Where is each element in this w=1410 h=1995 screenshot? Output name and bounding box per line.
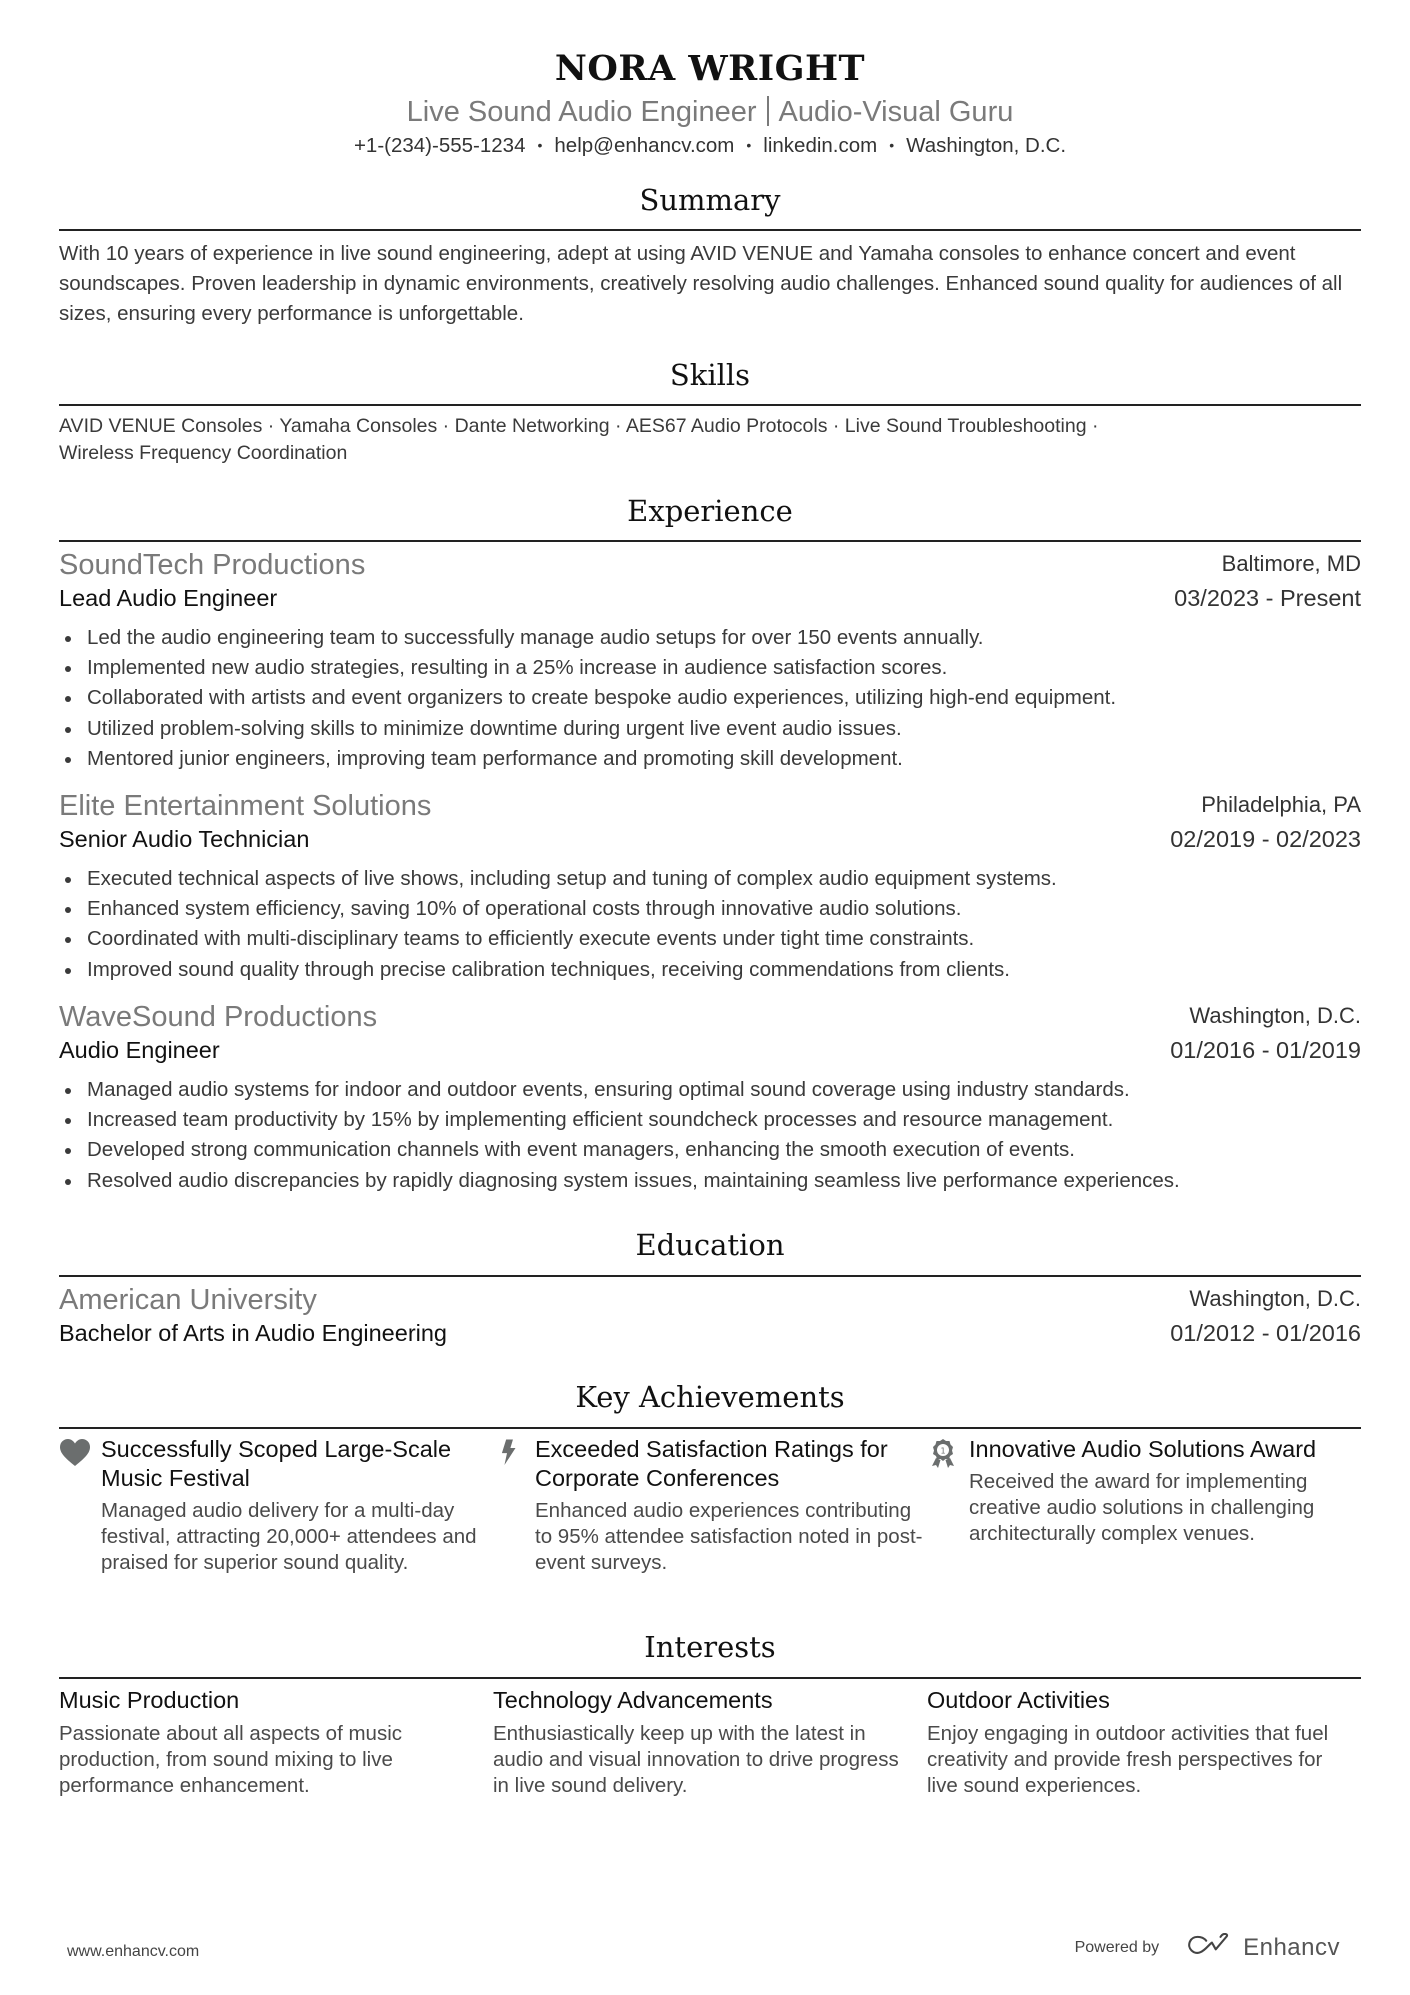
- skills-list: [59, 413, 1361, 467]
- section-title-skills: Skills: [669, 358, 751, 392]
- separator-dot: •: [746, 137, 752, 153]
- bullet-item: Mentored junior engineers, improving team performance and promoting skill development.: [59, 744, 1361, 774]
- job-bullets: [59, 864, 1361, 985]
- interests-grid: [59, 1685, 1361, 1799]
- achievement-item: [59, 1435, 493, 1576]
- school-location: Washington, D.C.: [1189, 1286, 1361, 1311]
- brand-name: Enhancv: [1243, 1934, 1340, 1961]
- section-divider: [59, 229, 1361, 231]
- enhancv-logo-icon[interactable]: [1187, 1933, 1233, 1963]
- section-divider: [59, 540, 1361, 542]
- heart-icon: [59, 1437, 91, 1469]
- job-dates: 01/2016 - 01/2019: [1170, 1037, 1361, 1063]
- interest-title: Outdoor Activities: [927, 1687, 1110, 1713]
- job-dates: 03/2023 - Present: [1174, 585, 1361, 611]
- section-divider: [59, 1677, 1361, 1679]
- interest-description: Enthusiastically keep up with the latest in audio and visual innovation to drive progress in live sound delivery.: [493, 1722, 899, 1797]
- section-divider: [59, 1275, 1361, 1277]
- achievement-title: Exceeded Satisfaction Ratings for Corporate Conferences: [535, 1436, 888, 1491]
- bullet-item: Developed strong communication channels with event managers, enhancing the smooth execution of events.: [59, 1135, 1361, 1165]
- achievement-item: [927, 1435, 1361, 1576]
- bullet-item: Managed audio systems for indoor and outdoor events, ensuring optimal sound coverage using industry standards.: [59, 1075, 1361, 1105]
- achievement-title: Successfully Scoped Large-Scale Music Festival: [101, 1436, 452, 1491]
- interest-description: Enjoy engaging in outdoor activities that fuel creativity and provide fresh perspectives for live sound experiences.: [927, 1722, 1329, 1797]
- bullet-item: Enhanced system efficiency, saving 10% of operational costs through innovative audio solutions.: [59, 894, 1361, 924]
- bullet-item: Increased team productivity by 15% by implementing efficient soundcheck processes and resource management.: [59, 1105, 1361, 1135]
- bullet-item: Utilized problem-solving skills to minimize downtime during urgent live event audio issues.: [59, 714, 1361, 744]
- headline-part-2: Audio-Visual Guru: [778, 96, 1014, 128]
- contact-email[interactable]: help@enhancv.com: [554, 134, 735, 157]
- section-title-summary: Summary: [639, 183, 781, 217]
- separator-dot: •: [537, 137, 543, 153]
- headline-divider: [767, 96, 769, 126]
- achievement-description: Enhanced audio experiences contributing to 95% attendee satisfaction noted in post-event surveys.: [535, 1499, 923, 1574]
- separator-dot: •: [889, 137, 895, 153]
- section-title-achievements: Key Achievements: [575, 1380, 845, 1414]
- contact-linkedin[interactable]: linkedin.com: [763, 134, 878, 157]
- experience-entry: [59, 549, 1361, 774]
- bullet-item: Led the audio engineering team to successfully manage audio setups for over 150 events annually.: [59, 623, 1361, 653]
- achievement-description: Managed audio delivery for a multi-day festival, attracting 20,000+ attendees and praised for superior sound quality.: [101, 1499, 477, 1574]
- job-location: Philadelphia, PA: [1201, 792, 1361, 817]
- bullet-item: Executed technical aspects of live shows, including setup and tuning of complex audio equipment systems.: [59, 864, 1361, 894]
- footer-branding: [1075, 1933, 1340, 1963]
- bullet-item: Coordinated with multi-disciplinary teams to efficiently execute events under tight time constraints.: [59, 924, 1361, 954]
- bullet-item: Improved sound quality through precise calibration techniques, receiving commendations from clients.: [59, 955, 1361, 985]
- skills-line-2: Wireless Frequency Coordination: [59, 442, 348, 464]
- skills-line-1: AVID VENUE Consoles · Yamaha Consoles · Dante Networking · AES67 Audio Protocols · Live Sound Troubleshooting ·: [59, 415, 1099, 437]
- experience-entry: [59, 1001, 1361, 1196]
- bullet-item: Collaborated with artists and event organizers to create bespoke audio experiences, utilizing high-end equipment.: [59, 683, 1361, 713]
- interest-title: Music Production: [59, 1687, 240, 1713]
- job-title: Lead Audio Engineer: [59, 585, 278, 611]
- job-bullets: [59, 623, 1361, 774]
- bullet-item: Resolved audio discrepancies by rapidly diagnosing system issues, maintaining seamless live performance experiences.: [59, 1166, 1361, 1196]
- job-location: Baltimore, MD: [1221, 551, 1361, 576]
- contact-line: [59, 134, 1361, 158]
- company-name: WaveSound Productions: [59, 1001, 378, 1033]
- section-title-interests: Interests: [644, 1630, 776, 1664]
- contact-phone: +1-(234)-555-1234: [353, 134, 526, 157]
- section-title-education: Education: [635, 1228, 785, 1262]
- summary-text: With 10 years of experience in live sound engineering, adept at using AVID VENUE and Yamaha consoles to enhance concert and event soundscapes. Proven leadership in dynamic environments, creatively resolving audio challenges. Enhanced sound quality for audiences of all sizes, ensuring every performance is unforgettable.: [59, 242, 1343, 325]
- job-title: Senior Audio Technician: [59, 826, 310, 852]
- job-location: Washington, D.C.: [1189, 1003, 1361, 1028]
- interest-title: Technology Advancements: [493, 1687, 773, 1713]
- education-dates: 01/2012 - 01/2016: [1170, 1320, 1361, 1346]
- lightning-bolt-icon: [493, 1437, 525, 1469]
- interest-item: [493, 1685, 927, 1799]
- bullet-item: Implemented new audio strategies, resulting in a 25% increase in audience satisfaction scores.: [59, 653, 1361, 683]
- job-title: Audio Engineer: [59, 1037, 220, 1063]
- svg-text:1: 1: [940, 1446, 946, 1456]
- achievements-grid: [59, 1435, 1361, 1576]
- section-divider: [59, 404, 1361, 406]
- headline-part-1: Live Sound Audio Engineer: [406, 96, 757, 128]
- experience-entry: [59, 790, 1361, 985]
- achievement-title: Innovative Audio Solutions Award: [969, 1436, 1317, 1462]
- candidate-headline: [59, 96, 1361, 129]
- candidate-name: NORA WRIGHT: [554, 48, 866, 89]
- footer-website-link[interactable]: www.enhancv.com: [67, 1943, 200, 1960]
- interest-item: [927, 1685, 1361, 1799]
- contact-location: Washington, D.C.: [906, 134, 1067, 157]
- interest-description: Passionate about all aspects of music production, from sound mixing to live performance enhancement.: [59, 1722, 402, 1797]
- powered-by-label: Powered by: [1074, 1939, 1160, 1956]
- interest-item: [59, 1685, 493, 1799]
- school-name: American University: [59, 1284, 317, 1316]
- section-divider: [59, 1427, 1361, 1429]
- education-entry: [59, 1284, 1361, 1356]
- company-name: SoundTech Productions: [59, 549, 366, 581]
- achievement-description: Received the award for implementing creative audio solutions in challenging architecturally complex venues.: [969, 1470, 1315, 1545]
- degree: Bachelor of Arts in Audio Engineering: [59, 1320, 448, 1346]
- company-name: Elite Entertainment Solutions: [59, 790, 432, 822]
- section-title-experience: Experience: [627, 494, 793, 528]
- job-dates: 02/2019 - 02/2023: [1170, 826, 1361, 852]
- award-medal-icon: [927, 1437, 959, 1469]
- job-bullets: [59, 1075, 1361, 1196]
- achievement-item: [493, 1435, 927, 1576]
